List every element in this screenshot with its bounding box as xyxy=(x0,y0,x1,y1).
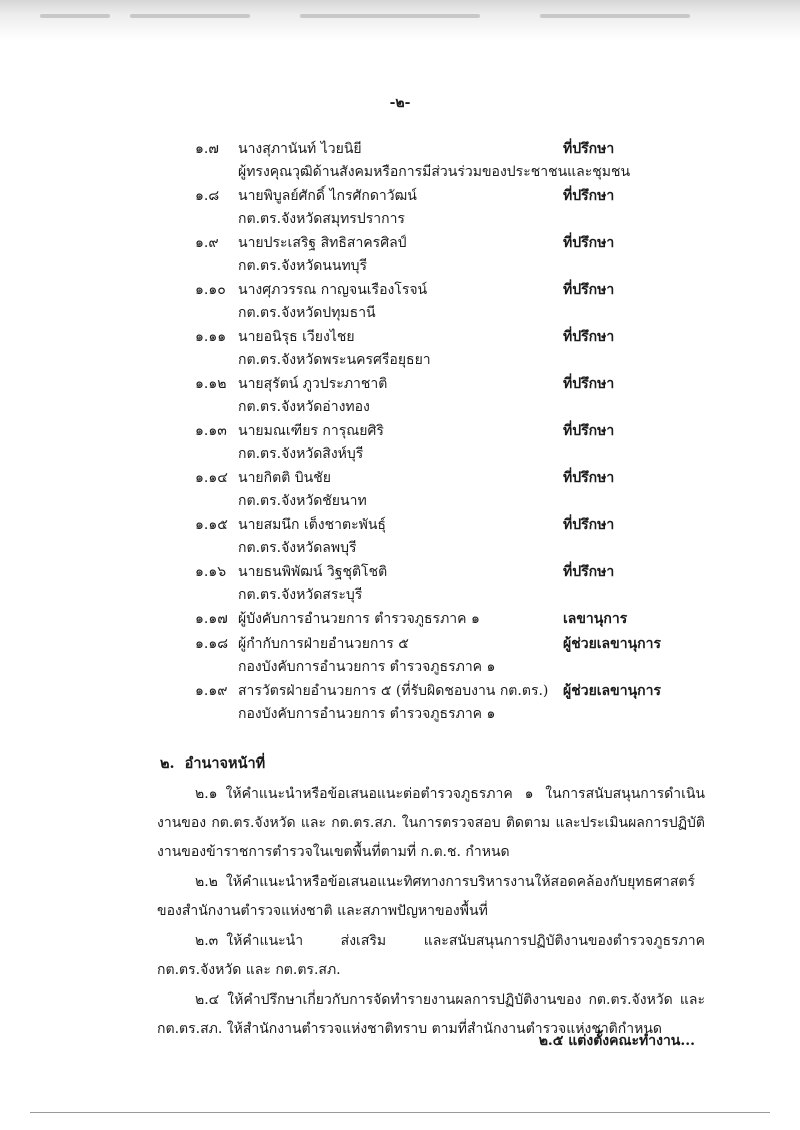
member-name: นายกิตติ บินชัย xyxy=(238,470,331,486)
member-name: นายประเสริฐ สิทธิสาครศิลป์ xyxy=(238,235,407,251)
member-name: ผู้กำกับการฝ่ายอำนวยการ ๕ xyxy=(238,636,409,652)
member-entry xyxy=(0,608,800,633)
member-entry xyxy=(0,326,800,373)
member-affiliation: กต.ตร.จังหวัดลพบุรี xyxy=(238,540,357,556)
member-role: ที่ปรึกษา xyxy=(563,188,615,204)
member-affiliation: กต.ตร.จังหวัดนนทบุรี xyxy=(238,258,368,274)
member-role: ที่ปรึกษา xyxy=(563,376,615,392)
section-heading xyxy=(160,752,265,775)
member-entry xyxy=(0,138,800,185)
member-role: เลขานุการ xyxy=(563,611,628,627)
member-name: ผู้บังคับการอำนวยการ ตำรวจภูธรภาค ๑ xyxy=(238,611,480,627)
continuation-text: ๒.๕ แต่งตั้งคณะทำงาน... xyxy=(538,1033,695,1049)
member-role: ผู้ช่วยเลขานุการ xyxy=(563,636,661,652)
member-number: ๑.๘ xyxy=(195,188,220,204)
paragraph-text: ให้คำปรึกษาเกี่ยวกับการจัดทำรายงานผลการปฏิบัติงานของ กต.ตร.จังหวัด และ กต.ตร.สภ. ให้สำนักงานตำรวจแห่งชาติทราบ ตามที่สำนักงานตำรวจแห่งชาติกำหนด xyxy=(157,992,705,1037)
member-name: นายอนิรุธ เวียงไชย xyxy=(238,329,355,345)
member-affiliation: กต.ตร.จังหวัดอ่างทอง xyxy=(238,399,370,415)
member-number: ๑.๙ xyxy=(195,235,219,251)
duty-paragraph xyxy=(157,927,705,985)
member-entry xyxy=(0,279,800,326)
scan-artifact xyxy=(540,14,690,18)
member-name: นายมณเฑียร การุณยศิริ xyxy=(238,423,384,439)
scan-artifact xyxy=(300,14,480,18)
member-affiliation: กต.ตร.จังหวัดสระบุรี xyxy=(238,587,363,603)
member-entry xyxy=(0,185,800,232)
scan-artifact xyxy=(40,14,110,18)
member-role: ที่ปรึกษา xyxy=(563,423,615,439)
member-role: ที่ปรึกษา xyxy=(563,235,615,251)
scan-shadow-top xyxy=(0,0,800,40)
member-role: ที่ปรึกษา xyxy=(563,470,615,486)
member-entry xyxy=(0,514,800,561)
page-number: -๒- xyxy=(389,95,411,111)
member-number: ๑.๑๔ xyxy=(195,470,228,486)
member-affiliation: กต.ตร.จังหวัดพระนครศรีอยุธยา xyxy=(238,352,431,368)
member-number: ๑.๗ xyxy=(195,141,219,157)
member-entry xyxy=(0,633,800,680)
member-entry xyxy=(0,561,800,608)
member-affiliation: ผู้ทรงคุณวุฒิด้านสังคมหรือการมีส่วนร่วมของประชาชนและชุมชน xyxy=(238,164,631,180)
paragraph-text: ให้คำแนะนำหรือข้อเสนอแนะต่อตำรวจภูธรภาค ๑ ในการสนับสนุนการดำเนินงานของ กต.ตร.จังหวัด และ กต.ตร.สภ. ในการตรวจสอบ ติดตาม และประเมินผลการปฏิบัติงานของข้าราชการตำรวจในเขตพื้นที่ตามที่ ก.ต.ช. กำหนด xyxy=(157,786,705,860)
bottom-divider xyxy=(30,1112,770,1113)
member-entry xyxy=(0,373,800,420)
paragraph-number: ๒.๑ xyxy=(195,786,218,802)
paragraph-text: ให้คำแนะนำ ส่งเสริม และสนับสนุนการปฏิบัติงานของตำรวจภูธรภาค กต.ตร.จังหวัด และ กต.ตร.สภ. xyxy=(157,933,705,978)
member-affiliation: กองบังคับการอำนวยการ ตำรวจภูธรภาค ๑ xyxy=(238,706,496,722)
member-affiliation: กต.ตร.จังหวัดสิงห์บุรี xyxy=(238,446,364,462)
committee-member-list xyxy=(0,138,800,727)
member-number: ๑.๑๗ xyxy=(195,611,228,627)
member-affiliation: กต.ตร.จังหวัดสมุทรปราการ xyxy=(238,211,405,227)
member-number: ๑.๑๙ xyxy=(195,683,228,699)
member-entry xyxy=(0,680,800,727)
member-name: นายธนพิพัฒน์ วิฐชุติโชติ xyxy=(238,564,388,580)
member-name: สารวัตรฝ่ายอำนวยการ ๕ (ที่รับผิดชอบงาน กต.ตร.) xyxy=(238,683,549,699)
section-title: อำนาจหน้าที่ xyxy=(184,755,266,772)
member-name: นางศุภวรรณ กาญจนเรืองโรจน์ xyxy=(238,282,428,298)
member-name: นายสุรัตน์ ภูวประภาชาติ xyxy=(238,376,388,392)
member-role: ที่ปรึกษา xyxy=(563,141,615,157)
member-role: ที่ปรึกษา xyxy=(563,282,615,298)
member-entry xyxy=(0,420,800,467)
section-number: ๒. xyxy=(160,755,175,772)
duty-paragraph xyxy=(157,868,705,926)
member-affiliation: กต.ตร.จังหวัดปทุมธานี xyxy=(238,305,376,321)
member-entry xyxy=(0,232,800,279)
member-affiliation: กองบังคับการอำนวยการ ตำรวจภูธรภาค ๑ xyxy=(238,659,496,675)
member-affiliation: กต.ตร.จังหวัดชัยนาท xyxy=(238,493,367,509)
member-name: นายสมนึก เต็งชาตะพันธุ์ xyxy=(238,517,386,533)
member-number: ๑.๑๘ xyxy=(195,636,229,652)
paragraph-number: ๒.๒ xyxy=(195,874,218,890)
member-role: ผู้ช่วยเลขานุการ xyxy=(563,683,661,699)
duty-paragraph xyxy=(157,780,705,867)
scan-artifact xyxy=(130,14,250,18)
member-number: ๑.๑๕ xyxy=(195,517,228,533)
duties-paragraphs xyxy=(157,780,705,1045)
member-number: ๑.๑๐ xyxy=(195,282,226,298)
paragraph-text: ให้คำแนะนำหรือข้อเสนอแนะทิศทางการบริหารงานให้สอดคล้องกับยุทธศาสตร์ของสำนักงานตำรวจแห่งชาติ และสภาพปัญหาของพื้นที่ xyxy=(157,874,696,919)
member-number: ๑.๑๒ xyxy=(195,376,227,392)
member-entry xyxy=(0,467,800,514)
paragraph-number: ๒.๓ xyxy=(195,933,219,949)
member-role: ที่ปรึกษา xyxy=(563,517,615,533)
paragraph-number: ๒.๔ xyxy=(195,992,220,1008)
member-number: ๑.๑๑ xyxy=(195,329,227,345)
member-role: ที่ปรึกษา xyxy=(563,564,615,580)
member-number: ๑.๑๖ xyxy=(195,564,227,580)
member-role: ที่ปรึกษา xyxy=(563,329,615,345)
member-name: นางสุภานันท์ ไวยนิยี xyxy=(238,141,362,157)
member-name: นายพิบูลย์ศักดิ์ ไกรศักดาวัฒน์ xyxy=(238,188,417,204)
member-number: ๑.๑๓ xyxy=(195,423,227,439)
